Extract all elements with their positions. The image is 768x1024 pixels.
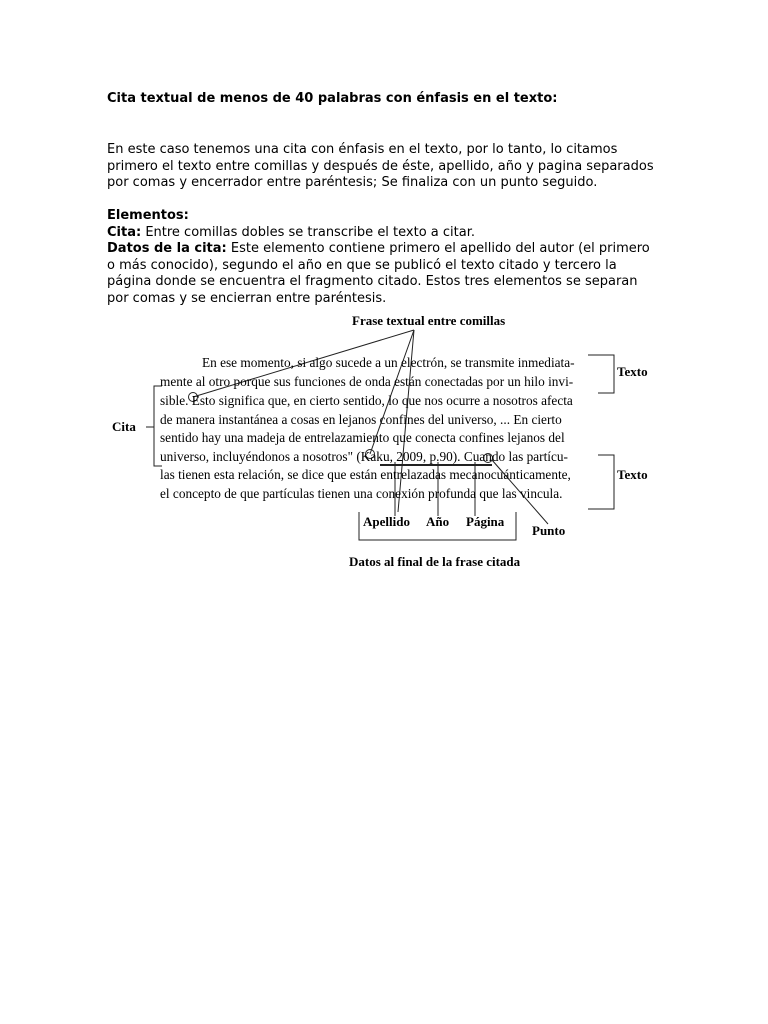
cita-term: Cita: <box>107 224 142 240</box>
intro-line: primero el texto entre comillas y después de éste, apellido, año y pagina separados <box>107 158 654 174</box>
pagina-label: Página <box>466 514 505 529</box>
datos-line: o más conocido), segundo el año en que se publicó el texto citado y tercero la <box>107 257 617 273</box>
excerpt-line: las tienen esta relación, se dice que están entrelazadas mecanocuánticamente, <box>160 467 571 482</box>
elements-title: Elementos: <box>107 208 189 223</box>
apellido-label: Apellido <box>363 514 410 529</box>
datos-line: página donde se encuentra el fragmento citado. Estos tres elementos se separan <box>107 274 638 289</box>
texto-label-top: Texto <box>617 364 648 379</box>
excerpt-line: el concepto de que partículas tienen una conexión profunda que las vincula. <box>160 486 563 501</box>
datos-line: por comas y se encierran entre paréntesis. <box>107 290 387 306</box>
cita-label: Cita <box>112 419 136 434</box>
frase-label: Frase textual entre comillas <box>352 313 506 328</box>
datos-description: Este elemento contiene primero el apellido del autor (el primero <box>226 241 650 256</box>
texto-bracket-bottom <box>588 455 614 509</box>
cita-description: Entre comillas dobles se transcribe el texto a citar. <box>141 224 476 240</box>
texto-label-bottom: Texto <box>617 467 648 482</box>
page-heading: Cita textual de menos de 40 palabras con énfasis en el texto: <box>107 91 558 106</box>
texto-bracket-top <box>588 355 614 393</box>
anio-label: Año <box>426 514 450 529</box>
datos-term: Datos de la cita: <box>107 241 227 256</box>
excerpt-line: mente al otro porque sus funciones de onda están conectadas por un hilo invi- <box>160 374 574 389</box>
intro-line: por comas y encerrador entre paréntesis; Se finaliza con un punto seguido. <box>107 175 598 190</box>
excerpt-line: En ese momento, si algo sucede a un electrón, se transmite inmediata- <box>202 355 575 370</box>
excerpt-line: de manera instantánea a cosas en lejanos confines del universo, ... En cierto <box>160 412 562 427</box>
excerpt-line: sible. Esto significa que, en cierto sentido, lo que nos ocurre a nosotros afecta <box>160 393 573 408</box>
punto-label: Punto <box>532 523 566 538</box>
datos-label: Datos al final de la frase citada <box>349 554 521 569</box>
excerpt-line: sentido hay una madeja de entrelazamiento que conecta confines lejanos del <box>160 430 565 445</box>
intro-line: En este caso tenemos una cita con énfasis en el texto, por lo tanto, lo citamos <box>107 142 618 157</box>
excerpt-line: universo, incluyéndonos a nosotros" (Kaku, 2009, p.90). Cuando las partícu- <box>160 449 568 464</box>
